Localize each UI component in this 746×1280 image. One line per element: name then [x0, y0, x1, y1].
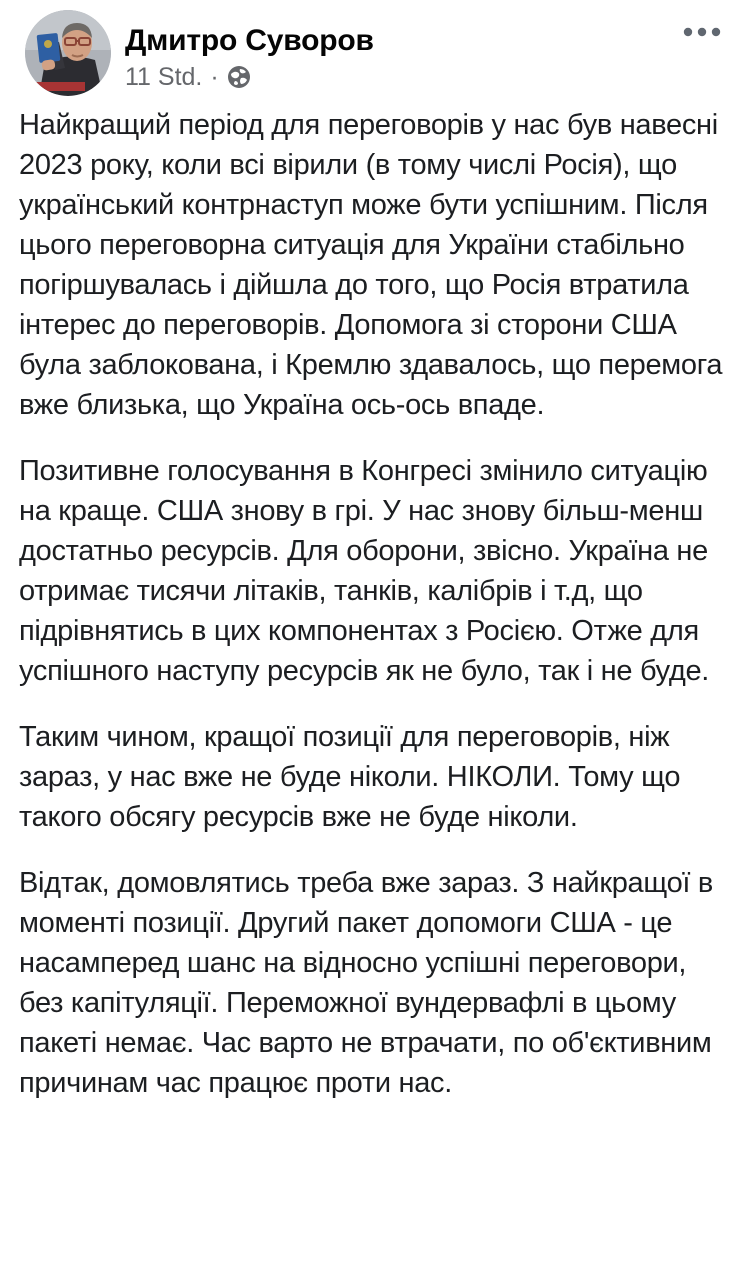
post-paragraph-2: Позитивне голосування в Конгресі змінило ситуацію на краще. США знову в грі. У нас знову більш-менш достатньо ресурсів. Для оборони, звісно. Україна не отримає тисячи літаків, танків, калібрів і т.д, що підрівнятись в цих компонентах з Росією. Отже для успішного наступу ресурсів як не було, так і не буде. [19, 455, 710, 687]
post-paragraph-4: Відтак, домовлятись треба вже зараз. З найкращої в моменті позиції. Другий пакет допомоги США - це насамперед шанс на відносно успішні переговори, без капітуляції. Переможної вундервафлі в цьому пакеті немає. Час варто не втрачати, по об'єктивним причинам час працює проти нас. [19, 867, 714, 1099]
post-text [0, 96, 746, 1103]
ellipsis-icon [682, 26, 722, 38]
timestamp[interactable]: 11 Std. [125, 63, 203, 91]
globe-icon [227, 65, 251, 89]
post-paragraph-3: Таким чином, кращої позиції для переговорів, ніж зараз, у нас вже не буде ніколи. НІКОЛИ. Тому що такого обсягу ресурсів вже не буде ніколи. [19, 721, 681, 833]
author-name[interactable]: Дмитро Суворов [125, 24, 374, 57]
meta-separator: · [210, 63, 219, 91]
post-meta [125, 62, 374, 92]
post-header [0, 0, 746, 96]
header-text [125, 10, 374, 92]
avatar-photo [25, 10, 111, 96]
avatar[interactable] [25, 10, 111, 96]
more-options-button[interactable] [672, 10, 726, 48]
post-paragraph-1: Найкращий період для переговорів у нас був навесні 2023 року, коли всі вірили (в тому числі Росія), що український контрнаступ може бути успішним. Після цього переговорна ситуація для України стабільно погіршувалась і дійшла до того, що Росія втратила інтерес до переговорів. Допомога зі сторони США була заблокована, і Кремлю здавалось, що перемога вже близька, що Україна ось-ось впаде. [19, 109, 723, 421]
